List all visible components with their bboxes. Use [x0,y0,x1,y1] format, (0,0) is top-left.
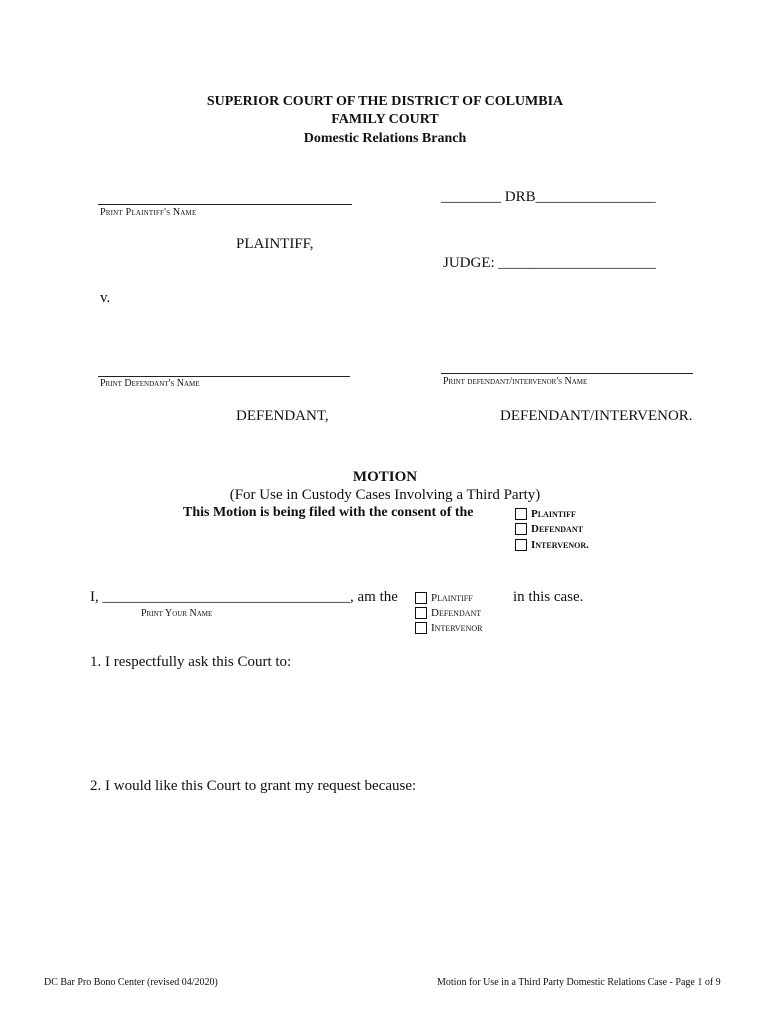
case-number-drb[interactable]: ________ DRB________________ [441,189,656,205]
consent-intervenor-checkbox[interactable] [515,539,527,551]
judge-line[interactable]: JUDGE: _____________________ [443,255,656,271]
filer-plaintiff-label: Plaintiff [431,592,473,604]
plaintiff-name-label: Print Plaintiff's Name [100,207,197,218]
intervenor-name-line[interactable] [441,373,693,374]
division-name: FAMILY COURT [331,112,439,127]
item-2-reason: 2. I would like this Court to grant my request because: [90,778,417,794]
plaintiff-name-line[interactable] [98,204,352,205]
filer-intervenor-label: Intervenor [431,622,483,634]
consent-defendant-label: Defendant [531,523,583,535]
filer-defendant-label: Defendant [431,607,482,619]
plaintiff-role: PLAINTIFF, [236,236,314,252]
versus-label: v. [100,290,111,306]
footer-left: DC Bar Pro Bono Center (revised 04/2020) [44,977,218,988]
consent-intervenor-label: Intervenor. [531,539,589,551]
item-1-request: 1. I respectfully ask this Court to: [90,654,292,670]
filer-name-label: Print Your Name [141,608,213,619]
consent-plaintiff-label: Plaintiff [531,508,576,520]
defendant-name-label: Print Defendant's Name [100,378,200,389]
court-name: SUPERIOR COURT OF THE DISTRICT OF COLUMBIA [206,94,564,109]
defendant-role: DEFENDANT, [236,408,329,424]
filer-intervenor-checkbox[interactable] [415,622,427,634]
consent-text: This Motion is being filed with the consent of the [183,505,474,520]
motion-subtitle: (For Use in Custody Cases Involving a Third Party) [229,487,541,503]
filer-plaintiff-checkbox[interactable] [415,592,427,604]
filer-suffix: in this case. [513,589,584,605]
intervenor-role: DEFENDANT/INTERVENOR. [500,408,693,424]
consent-defendant-checkbox[interactable] [515,523,527,535]
filer-statement[interactable]: I, _________________________________, am the [90,589,398,605]
motion-title: MOTION [352,469,418,485]
consent-plaintiff-checkbox[interactable] [515,508,527,520]
intervenor-name-label: Print defendant/intervenor's Name [443,376,588,387]
footer-right: Motion for Use in a Third Party Domestic Relations Case - Page 1 of 9 [437,977,721,988]
filer-defendant-checkbox[interactable] [415,607,427,619]
branch-name: Domestic Relations Branch [303,131,467,146]
defendant-name-line[interactable] [98,376,350,377]
